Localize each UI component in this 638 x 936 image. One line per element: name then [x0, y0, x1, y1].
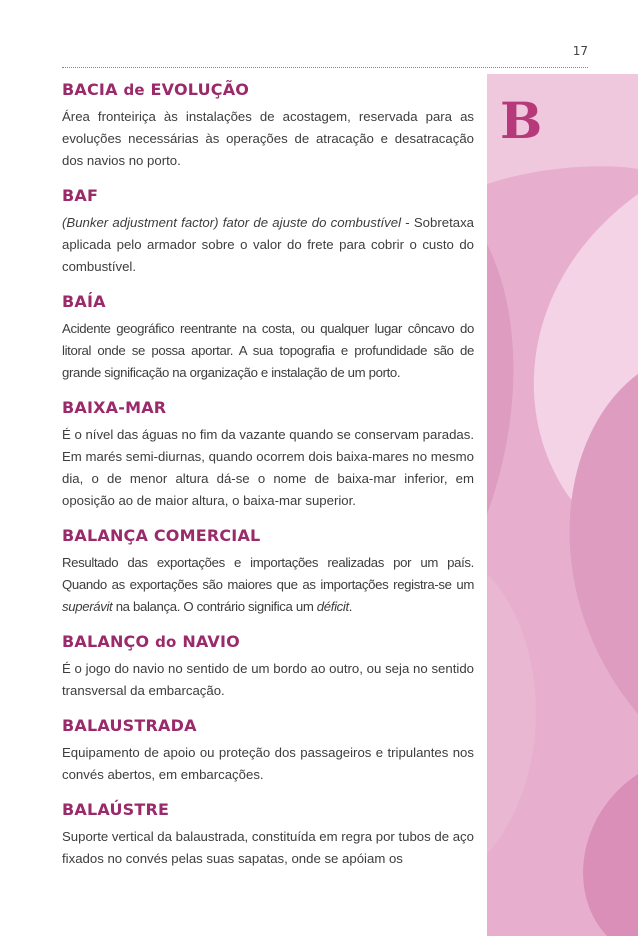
glossary-entry: [62, 398, 474, 512]
header-divider: [62, 67, 588, 68]
entry-term: BAIXA-MAR: [62, 398, 167, 417]
entry-term: BACIA de EVOLUÇÃO: [62, 80, 250, 99]
entry-definition: Área fronteiriça às instalações de acostagem, reservada para as evoluções necessárias às operações de atracação e desatracação dos navios no porto.: [62, 109, 474, 168]
side-decoration-panel: [487, 74, 638, 936]
entry-definition: É o nível das águas no fim da vazante quando se conservam paradas. Em marés semi-diurnas, quando ocorrem dois baixa-mares no mesmo dia, o de menor altura dá-se o nome de baixa-mar inferior, em oposição ao de maior altura, o baixa-mar superior.: [62, 427, 474, 508]
section-letter: B: [500, 91, 543, 150]
glossary-entry: [62, 800, 474, 870]
entry-definition: É o jogo do navio no sentido de um bordo ao outro, ou seja no sentido transversal da embarcação.: [62, 661, 474, 698]
glossary-entry: [62, 526, 474, 618]
glossary-entry: [62, 186, 474, 278]
entry-term: BALANÇA COMERCIAL: [62, 526, 261, 545]
entry-term: BAF: [62, 186, 99, 205]
glossary-entry: [62, 632, 474, 702]
entry-term: BAÍA: [62, 292, 106, 311]
entry-definition: Acidente geográfico reentrante na costa, ou qualquer lugar côncavo do litoral onde se possa aportar. A sua topografia e profundidade são de grande significação na organização e instalação de um porto.: [62, 321, 474, 380]
glossary-content: [62, 80, 474, 884]
entry-definition: (Bunker adjustment factor) fator de ajuste do combustível - Sobretaxa aplicada pelo armador sobre o valor do frete para cobrir o custo do combustível.: [62, 215, 475, 274]
glossary-entry: [62, 716, 474, 786]
decorative-curves: [487, 74, 638, 936]
entry-term: BALAÚSTRE: [62, 800, 170, 819]
entry-term: BALANÇO do NAVIO: [62, 632, 240, 651]
entry-term: BALAUSTRADA: [62, 716, 197, 735]
entry-definition: Suporte vertical da balaustrada, constituída em regra por tubos de aço fixados no convés pelas suas sapatas, onde se apóiam os: [62, 829, 474, 866]
entry-definition: Resultado das exportações e importações realizadas por um país. Quando as exportações são maiores que as importações registra-se um superávit na balança. O contrário significa um déficit.: [62, 555, 474, 614]
glossary-entry: [62, 80, 474, 172]
page-number: 17: [572, 44, 588, 58]
glossary-entry: [62, 292, 474, 384]
entry-definition: Equipamento de apoio ou proteção dos passageiros e tripulantes nos convés abertos, em embarcações.: [62, 745, 474, 782]
